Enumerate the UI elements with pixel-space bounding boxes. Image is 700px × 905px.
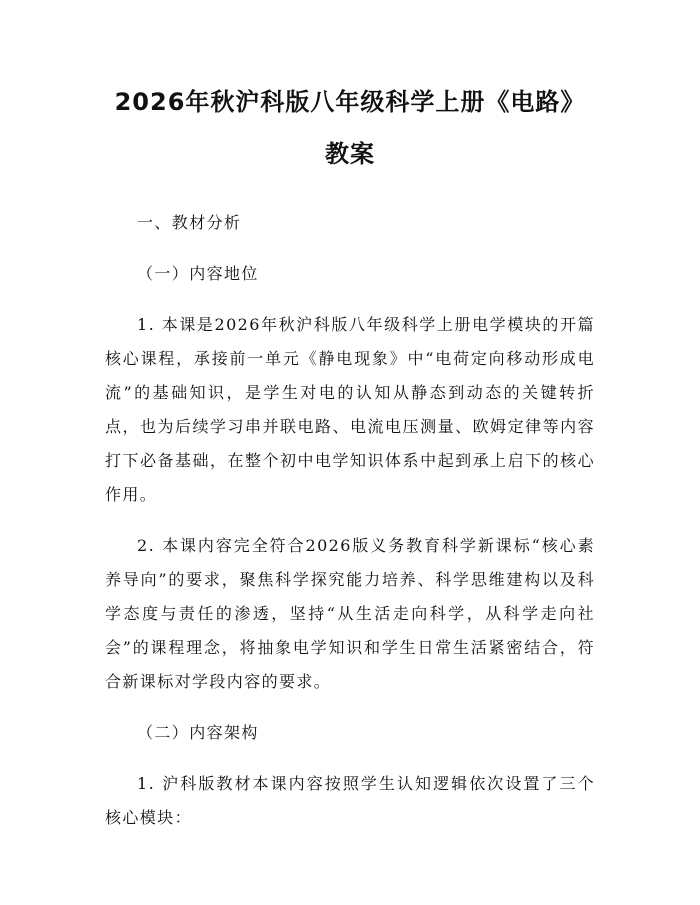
subsection-heading-content-position: （一）内容地位 xyxy=(137,264,259,283)
paragraph-content-position-1: 1. 本课是2026年秋沪科版八年级科学上册电学模块的开篇核心课程，承接前一单元《静电现象》中“电荷定向移动形成电流”的基础知识，是学生对电的认知从静态到动态的关键转折点，也为后续学习串并联电路、电流电压测量、欧姆定律等内容打下必备基础，在整个初中电学知识体系中起到承上启下的核心作用。 xyxy=(105,315,595,504)
section-heading-materials-analysis: 一、教材分析 xyxy=(137,213,242,232)
subsection-heading-content-structure: （二）内容架构 xyxy=(137,723,259,742)
paragraph-content-position-2: 2. 本课内容完全符合2026版义务教育科学新课标“核心素养导向”的要求，聚焦科学探究能力培养、科学思维建构以及科学态度与责任的渗透，坚持“从生活走向科学，从科学走向社会”的课程理念，将抽象电学知识和学生日常生活紧密结合，符合新课标对学段内容的要求。 xyxy=(105,536,595,691)
paragraph-content-structure-1: 1. 沪科版教材本课内容按照学生认知逻辑依次设置了三个核心模块： xyxy=(105,774,595,827)
document-title: 2026年秋沪科版八年级科学上册《电路》教案 xyxy=(114,88,586,168)
